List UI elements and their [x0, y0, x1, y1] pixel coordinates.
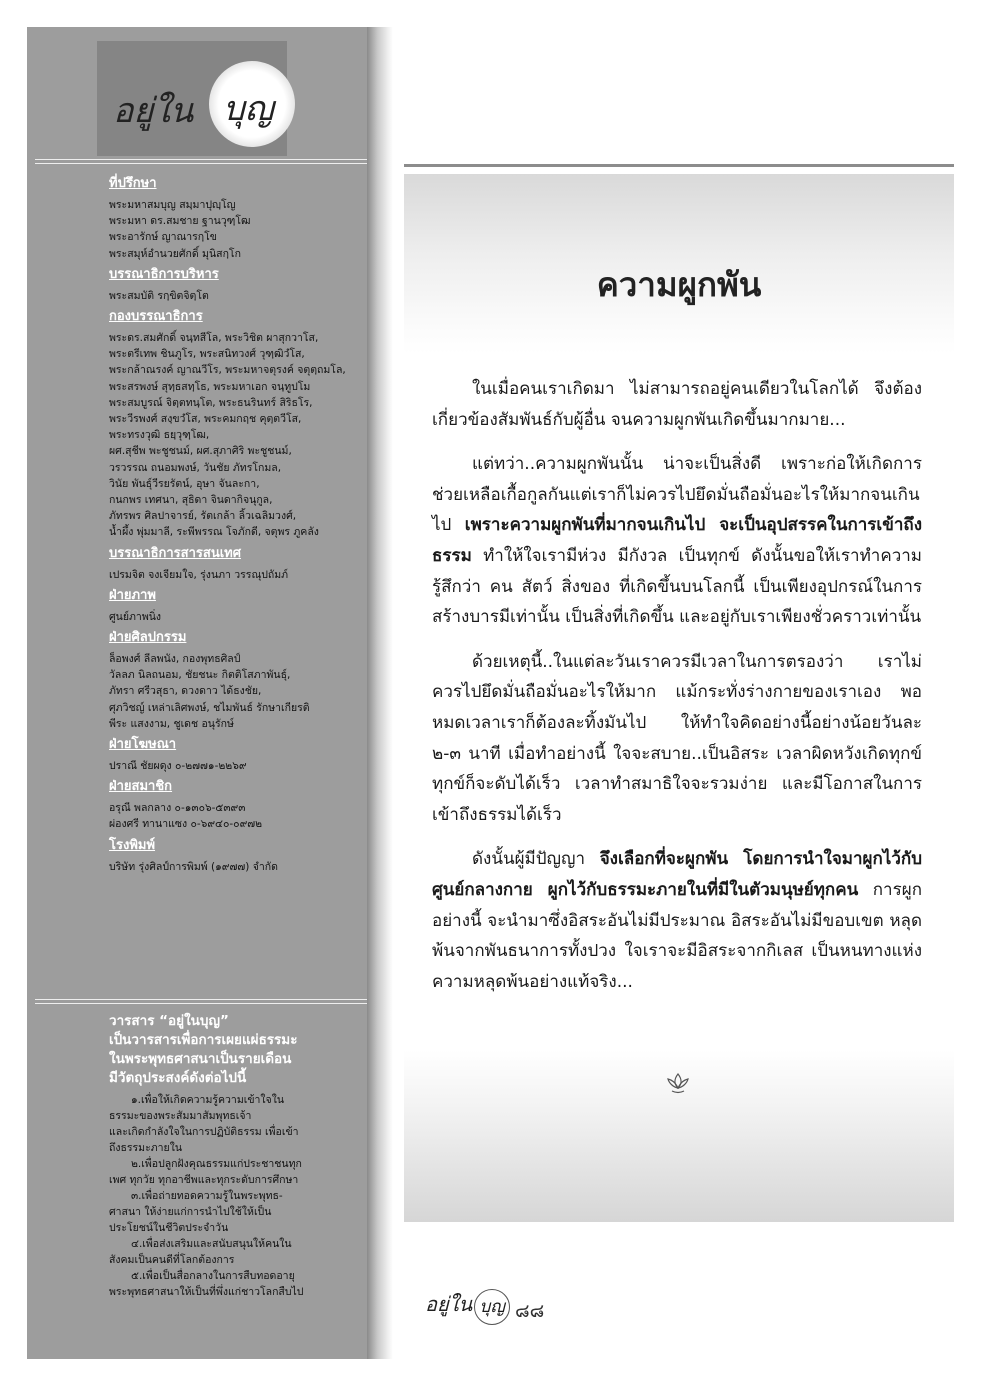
credit-heading: ฝ่ายโฆษณา: [109, 737, 177, 753]
credit-line: พระวีรพงศ์ สงฺขวํโส, พระคมกฤช คุตฺตวีโส,: [109, 413, 302, 426]
paragraph: [432, 647, 922, 831]
credit-section: [109, 629, 359, 732]
paragraph-text: ดังนั้นผู้มีปัญญา: [472, 849, 600, 870]
emphasis-text: เพราะความผูกพันที่มากจนเกินไป จะเป็นอุปสรรคในการเข้าถึงธรรม: [432, 515, 922, 566]
mission-item-text: พระพุทธศาสนาให้เป็นที่พึ่งแก่ชาวโลกสืบไป: [109, 1286, 304, 1298]
mission-item-line: [109, 1284, 361, 1300]
credit-line: พระสมุห์อำนวยศักดิ์ มุนิสกฺโก: [109, 247, 241, 260]
credit-line: ศุภวิชญ์ เหล่าเลิศพงษ์, ชไมพันธ์ รักษาเกียรติ: [109, 701, 310, 714]
credit-section: [109, 266, 359, 304]
mission-item-text: ๑.เพื่อให้เกิดความรู้ความเข้าใจใน: [131, 1094, 284, 1106]
credit-line: ผศ.สุชีพ พะชูชนม์, ผศ.สุภาศิริ พะชูชนม์,: [109, 445, 292, 458]
mission-item-text: ธรรมะของพระสัมมาสัมพุทธเจ้า: [109, 1110, 252, 1122]
mission-title-line: วารสาร “อยู่ในบุญ”: [109, 1013, 229, 1029]
credit-line: พระตรีเทพ ชินภูโร, พระสนิทวงศ์ วุฑฺฒิวํโส,: [109, 348, 305, 361]
mission-item-line: [109, 1092, 361, 1108]
credit-line: พระอารักษ์ ญาณารกฺโข: [109, 231, 217, 244]
credit-line: พระมหา ดร.สมชาย ฐานวุฑฺโฒ: [109, 215, 251, 228]
credit-line: วัลลภ นิลถนอม, ชัยชนะ กิตติโสภาพันธุ์,: [109, 669, 291, 682]
emphasis-text: จึงเลือกที่จะผูกพัน โดยการนำใจมาผูกไว้กับศูนย์กลางกาย ผูกไว้กับธรรมะภายในที่มีในตัวมนุษย์ทุกคน: [432, 849, 922, 900]
mission-item-line: [109, 1252, 361, 1268]
mission-title-line: เป็นวารสารเพื่อการเผยแผ่ธรรมะ: [109, 1032, 298, 1048]
sidebar-divider: [35, 159, 367, 164]
paragraph: [432, 449, 922, 633]
credit-heading: กองบรรณาธิการ: [109, 309, 203, 325]
masthead-sidebar: [27, 27, 367, 1359]
credit-heading: ที่ปรึกษา: [109, 176, 157, 191]
credit-heading: ฝ่ายสมาชิก: [109, 779, 173, 795]
footer-logo-left: อยู่ใน: [425, 1292, 473, 1316]
credit-line: กนกพร เทศนา, สุธิดา จินดากิจนุกูล,: [109, 494, 273, 507]
paragraph-text: ทำให้ใจเรามีห่วง มีกังวล เป็นทุกข์ ดังนั้นขอให้เราทำความรู้สึกว่า คน สัตว์ สิ่งของ ที่เกิดขึ้นบนโลกนี้ เป็นเพียงอุปกรณ์ในการสร้างบารมีเท่านั้น เป็นสิ่งที่เกิดขึ้น และอยู่กับเราเพียงชั่วคราวเท่านั้น: [432, 545, 922, 628]
credit-heading: โรงพิมพ์: [109, 837, 156, 853]
mission-statement: [109, 1012, 361, 1300]
mission-item-line: [109, 1124, 361, 1140]
mission-item-text: ถึงธรรมะภายใน: [109, 1142, 183, 1154]
credits-list: [109, 175, 359, 879]
credit-line: พระสมบัติ รกฺขิตจิตฺโต: [109, 289, 209, 302]
page-number: ๘๘: [515, 1300, 545, 1322]
mission-item-text: ๔.เพื่อส่งเสริมและสนับสนุนให้คนใน: [131, 1238, 292, 1250]
paragraph-text: ในเมื่อคนเราเกิดมา ไม่สามารถอยู่คนเดียวในโลกได้ จึงต้องเกี่ยวข้องสัมพันธ์กับผู้อื่น จนความผูกพันเกิดขึ้นมากมาย...: [432, 379, 922, 430]
paragraph: [432, 374, 922, 435]
mission-items: [109, 1092, 361, 1300]
credit-line: ปราณี ชัยผดุง ๐-๒๗๗๑-๒๒๖๙: [109, 760, 247, 773]
mission-item-text: ๓.เพื่อถ่ายทอดความรู้ในพระพุทธ-: [131, 1190, 283, 1202]
paragraph: [432, 844, 922, 997]
mission-item-line: [109, 1220, 361, 1236]
lotus-icon: [666, 1072, 690, 1094]
mission-item-line: [109, 1204, 361, 1220]
article-title: ความผูกพัน: [596, 265, 762, 304]
credit-line: ภัทรพร ศิลปาจารย์, รัตเกล้า ลิ้วเฉลิมวงศ์,: [109, 510, 297, 523]
sidebar-divider: [35, 999, 367, 1004]
credit-line: ผ่องศรี ทานาแซง ๐-๖๙๔๐-๐๙๗๒: [109, 818, 263, 831]
mission-title: [109, 1012, 361, 1088]
credit-line: พระกล้าณรงค์ ญาณวีโร, พระมหาจตุรงค์ จตุตฺถมโล,: [109, 364, 346, 377]
mission-item-text: สังคมเป็นคนดีที่โลกต้องการ: [109, 1254, 235, 1266]
credit-line: ล็อพงศ์ ลีลพนัง, กองพุทธศิลป์: [109, 653, 241, 666]
credit-line: วรวรรณ ถนอมพงษ์, วันชัย ภัทรโกมล,: [109, 461, 282, 474]
paragraph-text: ด้วยเหตุนี้..ในแต่ละวันเราควรมีเวลาในการตรองว่า เราไม่ควรไปยึดมั่นถือมั่นอะไรให้มาก แม้กระทั่งร่างกายของเราเอง พอหมดเวลาเราก็ต้องละทิ้งมันไป ให้ทำใจคิดอย่างนี้อย่างน้อยวันละ ๒-๓ นาที เมื่อทำอย่างนี้ ใจจะสบาย..เป็นอิสระ เวลาผิดหวังเกิดทุกข์ ทุกข์ก็จะดับได้เร็ว เวลาทำสมาธิใจจะรวมง่าย และมีโอกาสในการเข้าถึงธรรมได้เร็ว: [432, 651, 922, 825]
credit-line: พีระ แสงงาม, ชูเดช อนุรักษ์: [109, 717, 234, 730]
footer-logo: [425, 1288, 510, 1325]
credit-line: พระดร.สมศักดิ์ จนฺทสีโล, พระวิชิต ผาสุกวาโส,: [109, 332, 319, 345]
credit-heading: บรรณาธิการบริหาร: [109, 266, 219, 282]
magazine-logo: [97, 41, 287, 156]
mission-item-text: ๒.เพื่อปลูกฝังคุณธรรมแก่ประชาชนทุก: [131, 1158, 302, 1170]
credit-section: [109, 837, 359, 875]
paragraph-text: แต่ทว่า..ความผูกพันนั้น น่าจะเป็นสิ่งดี เพราะก่อให้เกิดการช่วยเหลือเกื้อกูลกันแต่เราก็ไม่ควรไปยึดมั่นถือมั่นอะไรให้มากจนเกินไป: [432, 454, 922, 536]
credit-line: ศูนย์ภาพนิ่ง: [109, 610, 162, 623]
mission-item-line: [109, 1172, 361, 1188]
moon-icon: [209, 61, 295, 147]
credit-section: [109, 778, 359, 832]
footer-logo-right: บุญ: [474, 1289, 510, 1325]
mission-item-line: [109, 1108, 361, 1124]
credit-line: พระสมบูรณ์ จิตฺตทนฺโต, พระธนรินทร์ สิริธโร,: [109, 396, 313, 409]
credit-heading: ฝ่ายศิลปกรรม: [109, 630, 187, 646]
mission-item-text: และเกิดกำลังใจในการปฏิบัติธรรม เพื่อเข้า: [109, 1126, 299, 1138]
sidebar-shadow: [367, 27, 393, 1359]
logo-text-left: อยู่ใน: [113, 91, 194, 131]
credit-line: บริษัท รุ่งศิลป์การพิมพ์ (๑๙๗๗) จำกัด: [109, 860, 278, 873]
credit-heading: ฝ่ายภาพ: [109, 587, 156, 603]
credit-line: น้ำผึ้ง พุ่มมาลี, ระพีพรรณ โจภักดี, จตุพร ภูคลัง: [109, 526, 319, 539]
mission-item-text: เพศ ทุกวัย ทุกอาชีพและทุกระดับการศึกษา: [109, 1174, 299, 1186]
mission-title-line: ในพระพุทธศาสนาเป็นรายเดือน: [109, 1051, 292, 1067]
credit-section: [109, 175, 359, 262]
mission-title-line: มีวัตถุประสงค์ดังต่อไปนี้: [109, 1070, 247, 1086]
credit-line: พระสรพงษ์ สุทฺธสทฺโธ, พระมหาเอก จนฺทูปโม: [109, 380, 311, 393]
mission-item-text: ศาสนา ให้ง่ายแก่การนำไปใช้ให้เป็น: [109, 1206, 272, 1218]
credit-section: [109, 587, 359, 625]
credit-line: พระทรงวุฒิ ธยฺวุฑฺโฒ,: [109, 429, 210, 442]
mission-item-line: [109, 1156, 361, 1172]
logo-text-right: บุญ: [223, 89, 274, 129]
article-body: [432, 374, 922, 1011]
credit-section: [109, 736, 359, 774]
mission-item-line: [109, 1140, 361, 1156]
credit-section: [109, 308, 359, 541]
credit-heading: บรรณาธิการสารสนเทศ: [109, 545, 241, 561]
article-top-rule: [404, 164, 954, 167]
credit-line: ภัทรา ศรีวสุธา, ดวงดาว ได้ธงชัย,: [109, 685, 262, 698]
credit-section: [109, 545, 359, 583]
credit-line: พระมหาสมบุญ สมฺมาปุญฺโญ: [109, 199, 236, 211]
credit-line: เปรมจิต จงเจียมใจ, รุ่งนภา วรรณุปถัมภ์: [109, 568, 289, 581]
paragraph-text: การผูกอย่างนี้ จะนำมาซึ่งอิสระอันไม่มีประมาณ อิสระอันไม่มีขอบเขต หลุดพ้นจากพันธนาการทั้งปวง ใจเราจะมีอิสระจากกิเลส เป็นหนทางแห่งความหลุดพ้นอย่างแท้จริง...: [432, 879, 922, 992]
mission-item-text: ประโยชน์ในชีวิตประจำวัน: [109, 1222, 229, 1234]
credit-line: อรุณี พลกลาง ๐-๑๓๐๖-๕๓๙๓: [109, 802, 246, 815]
mission-item-line: [109, 1268, 361, 1284]
credit-line: วินัย พันธุ์วีรยรัตน์, อุษา จันละกา,: [109, 477, 260, 490]
mission-item-line: [109, 1188, 361, 1204]
mission-item-text: ๕.เพื่อเป็นสื่อกลางในการสืบทอดอายุ: [131, 1270, 295, 1282]
mission-item-line: [109, 1236, 361, 1252]
